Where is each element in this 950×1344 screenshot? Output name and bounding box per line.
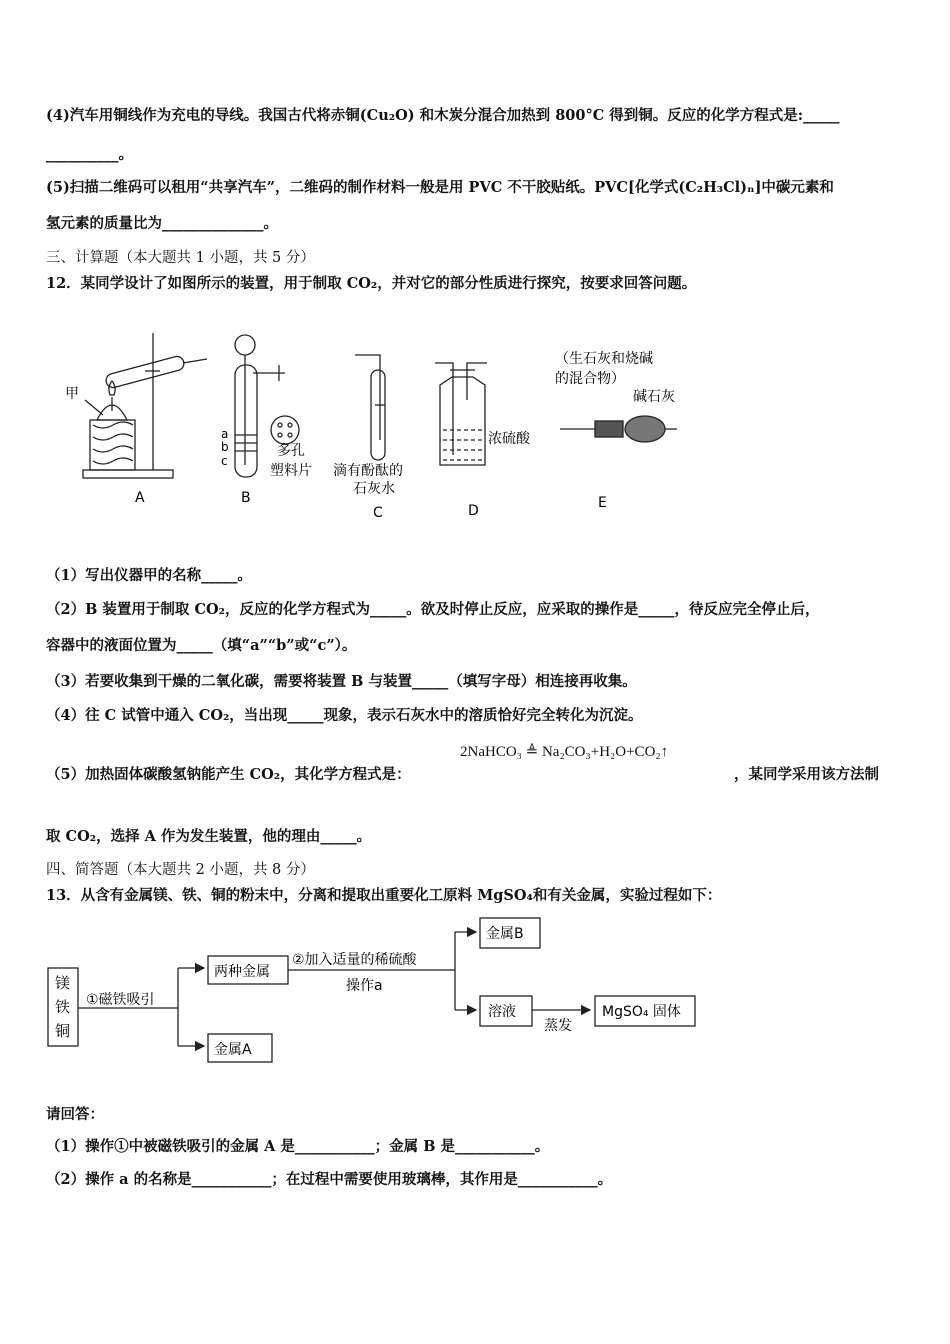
q4-line2: __________。	[46, 146, 133, 163]
q4-line1: (4)汽车用铜线作为充电的导线。我国古代将赤铜(Cu₂O) 和木炭分混合加热到 800°C 得到铜。反应的化学方程式是:_____	[46, 107, 840, 124]
q12-p2b: 容器中的液面位置为_____（填“a”“b”或“c”）。	[46, 637, 357, 654]
flow-start1: 镁	[55, 974, 71, 992]
label-e2: 的混合物）	[555, 371, 625, 387]
label-C: C	[373, 505, 383, 521]
q12-p5a: （5）加热固体碳酸氢钠能产生 CO₂，其化学方程式是：	[46, 766, 411, 783]
label-c: c	[221, 454, 228, 468]
label-e3: 碱石灰	[633, 389, 675, 405]
flowchart	[40, 910, 720, 1070]
apparatus-figure	[55, 325, 695, 525]
flow-step1: ①磁铁吸引	[86, 992, 155, 1008]
section4-title: 四、简答题（本大题共 2 小题，共 8 分）	[46, 862, 315, 878]
q12-p3: （3）若要收集到干燥的二氧化碳，需要将装置 B 与装置_____（填写字母）相连接再收集。	[46, 673, 637, 690]
q13-stem: 13．从含有金属镁、铁、铜的粉末中，分离和提取出重要化工原料 MgSO₄和有关金属，实验过程如下：	[46, 887, 722, 904]
flow-metal-b: 金属B	[486, 926, 524, 942]
label-D: D	[468, 503, 479, 519]
q12-p5tail: ，某同学采用该方法制	[734, 766, 879, 783]
apparatus-d	[435, 363, 487, 465]
q12-p1: （1）写出仪器甲的名称_____。	[46, 567, 252, 584]
label-porous1: 多孔	[277, 443, 305, 459]
label-B: B	[241, 490, 251, 506]
q12-p2a: （2）B 装置用于制取 CO₂，反应的化学方程式为_____。欲及时停止反应，应采取的操作是_____，待反应完全停止后，	[46, 601, 820, 618]
q5-line1: (5)扫描二维码可以租用“共享汽车”，二维码的制作材料一般是用 PVC 不干胶贴纸。PVC[化学式(C₂H₃Cl)ₙ]中碳元素和	[46, 179, 834, 196]
flow-metal-a: 金属A	[214, 1042, 252, 1058]
flow-start2: 铁	[55, 998, 71, 1016]
flow-product: MgSO₄ 固体	[602, 1004, 681, 1020]
flow-step2: ②加入适量的稀硫酸	[292, 952, 417, 968]
apparatus-c	[355, 355, 385, 460]
q13-p2: （2）操作 a 的名称是___________；在过程中需要使用玻璃棒，其作用是___________。	[46, 1171, 613, 1188]
flow-solution: 溶液	[488, 1004, 516, 1020]
label-jia: 甲	[65, 386, 79, 402]
label-c2: 石灰水	[353, 481, 395, 497]
q5-line2: 氢元素的质量比为______________。	[46, 215, 278, 232]
label-porous2: 塑料片	[270, 463, 312, 479]
label-A: A	[135, 490, 145, 506]
label-c1: 滴有酚酞的	[333, 463, 403, 479]
label-a: a	[221, 427, 229, 441]
flow-op-a: 操作a	[346, 978, 383, 994]
label-b: b	[221, 440, 229, 454]
flow-start3: 铜	[55, 1022, 71, 1040]
q12-p5b: 取 CO₂，选择 A 作为发生装置，他的理由_____。	[46, 828, 372, 845]
label-e1: （生石灰和烧碱	[555, 351, 653, 367]
flow-two-metals: 两种金属	[214, 964, 270, 980]
section3-title: 三、计算题（本大题共 1 小题，共 5 分）	[46, 250, 315, 266]
q13-p1: （1）操作①中被磁铁吸引的金属 A 是___________；金属 B 是___________。	[46, 1138, 550, 1155]
flow-evap: 蒸发	[544, 1018, 572, 1034]
q12-p4: （4）往 C 试管中通入 CO₂，当出现_____现象，表示石灰水中的溶质恰好完全转化为沉淀。	[46, 707, 643, 724]
label-E: E	[598, 495, 607, 511]
label-acid: 浓硫酸	[488, 431, 530, 447]
q12-stem: 12．某同学设计了如图所示的装置，用于制取 CO₂，并对它的部分性质进行探究，按要求回答问题。	[46, 275, 697, 292]
q13-ask: 请回答：	[46, 1106, 104, 1123]
apparatus-a	[83, 333, 207, 478]
apparatus-e	[560, 416, 677, 442]
equation: 2NaHCO₃ ≜ Na₂CO₃+H₂O+CO₂↑	[460, 744, 669, 760]
